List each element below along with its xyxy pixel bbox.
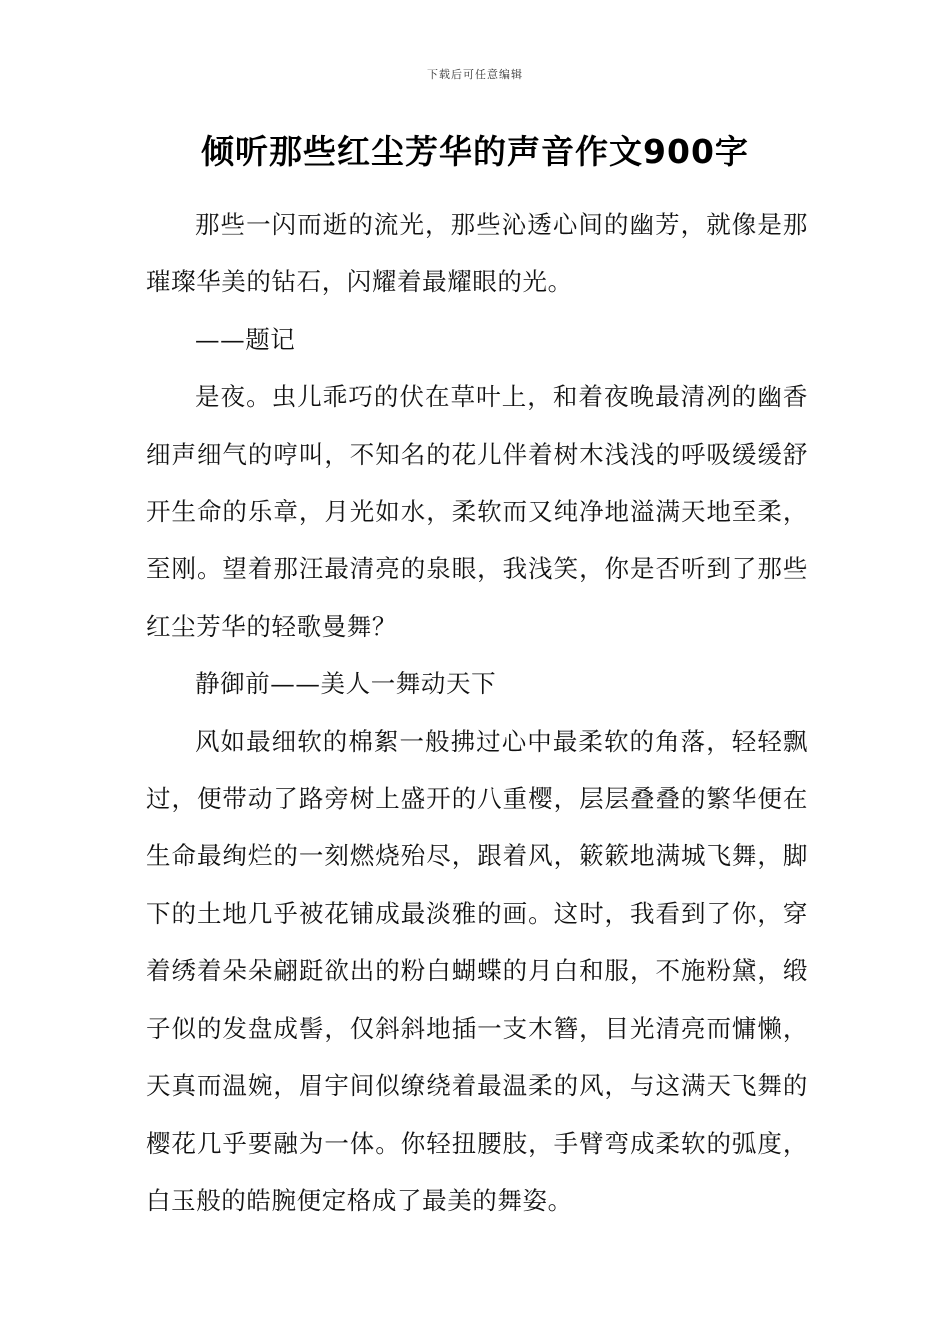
header-note: 下载后可任意编辑 xyxy=(427,68,523,81)
document-title: 倾听那些红尘芳华的声音作文900字 xyxy=(201,132,749,171)
paragraph-intro: 那些一闪而逝的流光，那些沁透心间的幽芳，就像是那璀璨华美的钻石，闪耀着最耀眼的光。 xyxy=(146,210,808,297)
paragraph-night: 是夜。虫儿乖巧的伏在草叶上，和着夜晚最清冽的幽香细声细气的哼叫，不知名的花儿伴着树木浅浅的呼吸缓缓舒开生命的乐章，月光如水，柔软而又纯净地溢满天地至柔，至刚。望着那汪最清亮的泉眼，我浅笑，你是否听到了那些红尘芳华的轻歌曼舞？ xyxy=(146,382,808,641)
paragraph-wind: 风如最细软的棉絮一般拂过心中最柔软的角落，轻轻飘过，便带动了路旁树上盛开的八重樱，层层叠叠的繁华便在生命最绚烂的一刻燃烧殆尽，跟着风，簌簌地满城飞舞，脚下的土地几乎被花铺成最淡雅的画。这时，我看到了你，穿着绣着朵朵翩跹欲出的粉白蝴蝶的月白和服，不施粉黛，缎子似的发盘成髻，仅斜斜地插一支木簪，目光清亮而慵懒，天真而温婉，眉宇间似缭绕着最温柔的风，与这满天飞舞的樱花几乎要融为一体。你轻扭腰肢，手臂弯成柔软的弧度，白玉般的皓腕便定格成了最美的舞姿。 xyxy=(146,726,808,1215)
paragraph-epigraph-label: ——题记 xyxy=(195,324,296,354)
section-heading: 静御前——美人一舞动天下 xyxy=(195,669,497,699)
document-body xyxy=(146,196,808,1229)
